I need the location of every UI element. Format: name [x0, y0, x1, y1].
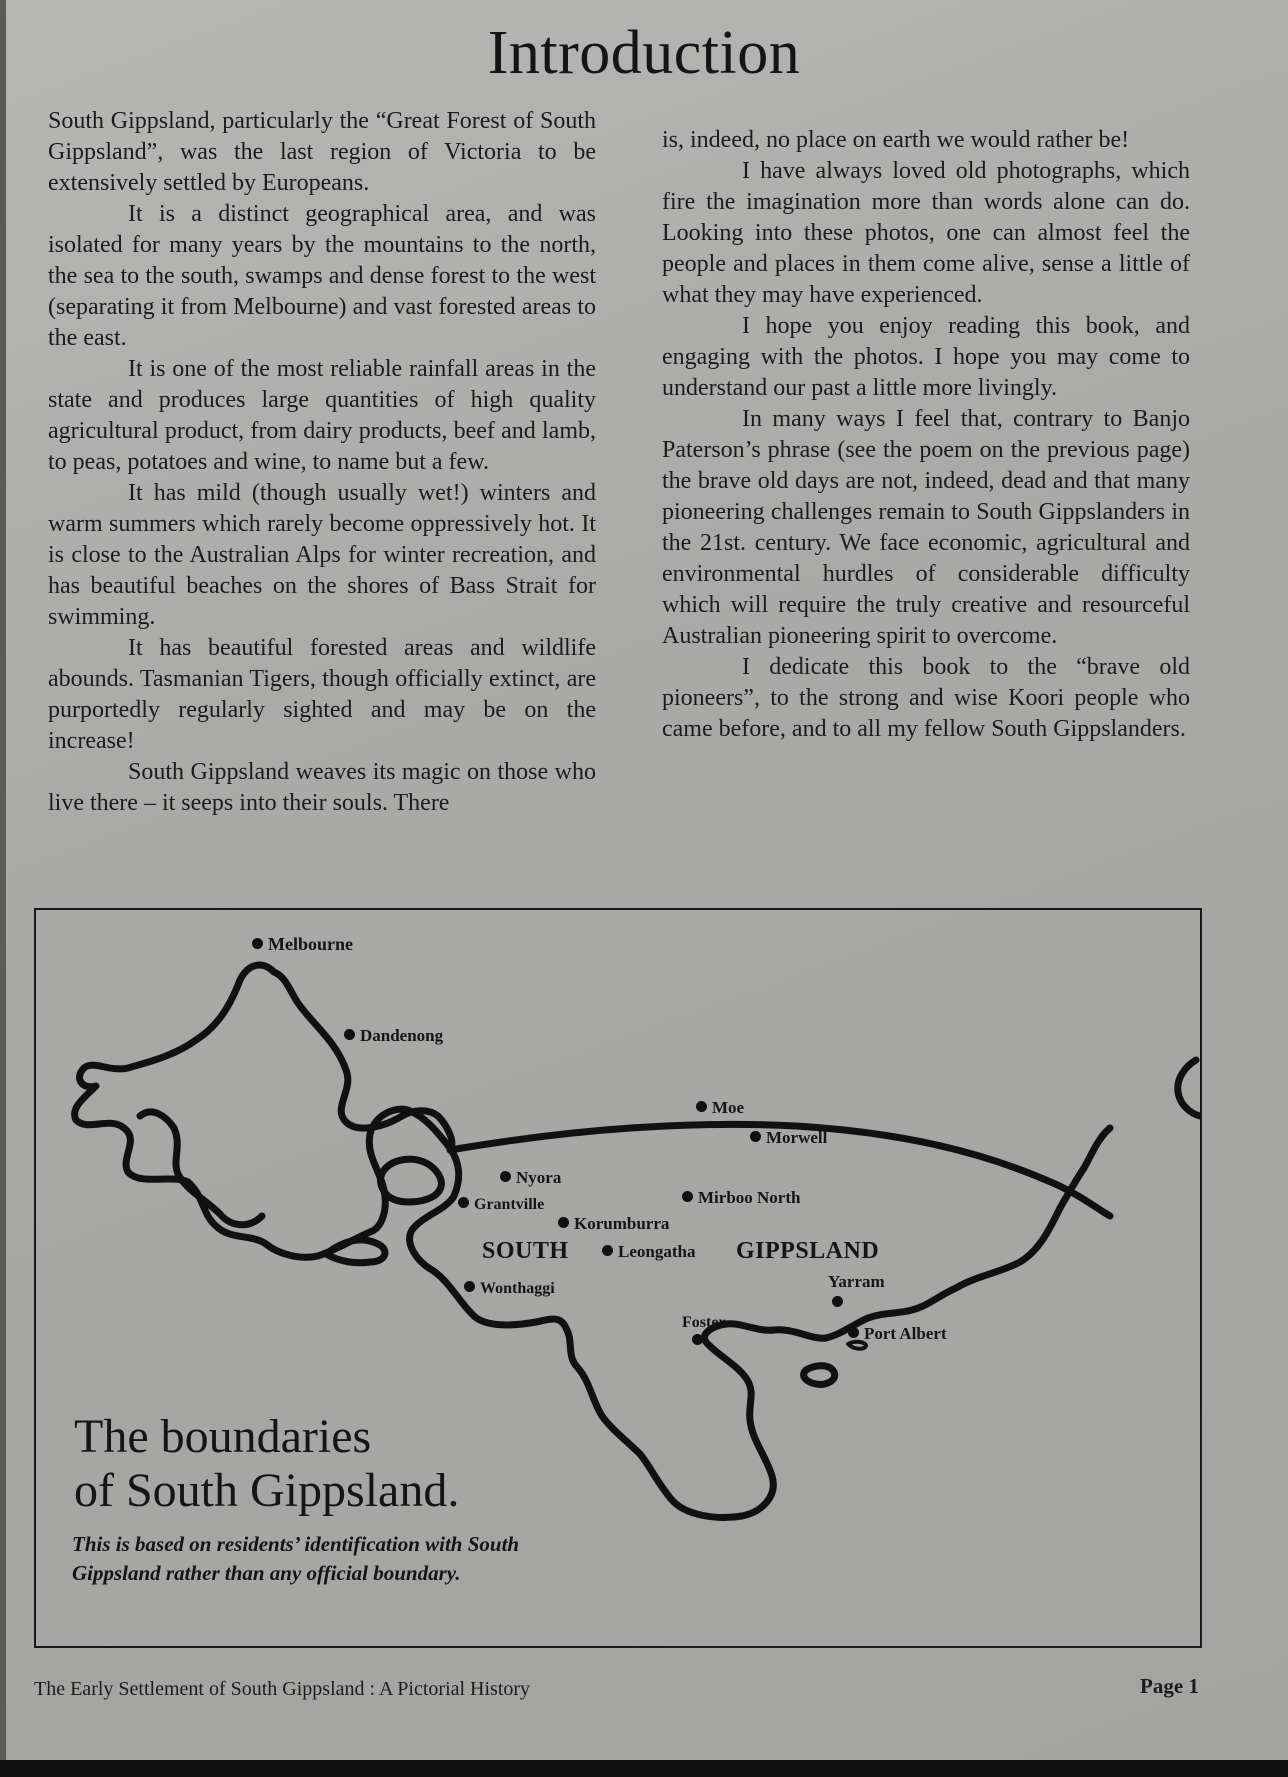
paragraph: It is one of the most reliable rainfall areas in the state and produces large quantities of high quality agricultural product, from dairy products, beef and lamb, to peas, potatoes and wine, to name but a few.	[48, 356, 596, 475]
east-edge-coast	[1178, 1060, 1200, 1116]
town-dot-icon	[696, 1101, 707, 1112]
place-leongatha: Leongatha	[602, 1242, 695, 1262]
region-label-south: SOUTH	[482, 1238, 569, 1264]
phillip-island	[326, 1240, 385, 1263]
place-yarram: Yarram	[828, 1272, 885, 1291]
page-binding-shadow	[0, 0, 6, 1760]
paragraph: In many ways I feel that, contrary to Banjo Paterson’s phrase (see the poem on the previous page) the brave old days are not, indeed, dead and that many pioneering challenges remain to South Gippslanders in the 21st. century. We face economic, agricultural and environmental hurdles of considerable difficulty which will require the truly creative and resourceful Australian pioneering spirit to overcome.	[662, 406, 1190, 649]
map-note: This is based on residents’ identification with South Gippsland rather than any official boundary.	[72, 1532, 520, 1585]
place-foster: Foster	[682, 1314, 726, 1331]
paragraph: South Gippsland, particularly the “Great Forest of South Gippsland”, was the last region of Victoria to be extensively settled by Europeans.	[48, 108, 596, 196]
place-grantville: Grantville	[458, 1196, 544, 1214]
region-label-gippsland: GIPPSLAND	[736, 1238, 880, 1264]
town-dot-icon	[832, 1296, 843, 1307]
paragraph: I have always loved old photographs, which fire the imagination more than words alone can do. Looking into these photos, one can almost feel the people and places in them come alive, sense a little of what they may have experienced.	[662, 158, 1190, 308]
paragraph: It has beautiful forested areas and wildlife abounds. Tasmanian Tigers, though officially extinct, are purportedly regularly sighted and may be on the increase!	[48, 635, 596, 754]
paragraph: I hope you enjoy reading this book, and engaging with the photos. I hope you may come to understand our past a little more livingly.	[662, 313, 1190, 401]
region-map	[34, 908, 1202, 1648]
caption-line: The boundaries	[74, 1410, 372, 1463]
place-wonthaggi: Wonthaggi	[464, 1280, 555, 1298]
map-caption	[74, 1410, 459, 1518]
text-column-left	[48, 106, 596, 819]
footer-book-title: The Early Settlement of South Gippsland : A Pictorial History	[34, 1678, 531, 1700]
page-bottom-edge	[0, 1760, 1288, 1777]
place-dandenong: Dandenong	[344, 1026, 443, 1046]
town-dot-icon	[692, 1334, 703, 1345]
place-nyora: Nyora	[500, 1168, 561, 1188]
paragraph: I dedicate this book to the “brave old pioneers”, to the strong and wise Koori people who came before, and to all my fellow South Gippslanders.	[662, 654, 1190, 742]
page-number: Page 1	[1140, 1674, 1199, 1698]
paragraph: It is a distinct geographical area, and was isolated for many years by the mountains to the north, the sea to the south, swamps and dense forest to the west (separating it from Melbourne) and vast forested areas to the east.	[48, 201, 596, 351]
place-port-albert: Port Albert	[848, 1324, 947, 1344]
paragraph: South Gippsland weaves its magic on those who live there – it seeps into their souls. There	[48, 759, 596, 816]
snake-island	[804, 1366, 835, 1385]
town-dot-icon	[252, 938, 263, 949]
place-morwell: Morwell	[750, 1128, 827, 1148]
town-dot-icon	[344, 1029, 355, 1040]
town-dot-icon	[848, 1327, 859, 1338]
place-melbourne: Melbourne	[252, 934, 353, 955]
town-dot-icon	[500, 1171, 511, 1182]
page-title: Introduction	[487, 19, 801, 87]
paragraph: It has mild (though usually wet!) winters and warm summers which rarely become oppressively hot. It is close to the Australian Alps for winter recreation, and has beautiful beaches on the shores of Bass Strait for swimming.	[48, 480, 596, 630]
place-moe: Moe	[696, 1098, 744, 1118]
town-dot-icon	[558, 1217, 569, 1228]
french-island	[381, 1159, 442, 1202]
town-dot-icon	[682, 1191, 693, 1202]
text-column-right	[662, 125, 1190, 745]
paragraph: is, indeed, no place on earth we would rather be!	[662, 127, 1130, 153]
place-korumburra: Korumburra	[558, 1214, 669, 1234]
town-dot-icon	[750, 1131, 761, 1142]
town-dot-icon	[464, 1281, 475, 1292]
town-dot-icon	[602, 1245, 613, 1256]
caption-line: of South Gippsland.	[74, 1464, 460, 1517]
place-mirboo-north: Mirboo North	[682, 1188, 800, 1208]
town-dot-icon	[458, 1197, 469, 1208]
